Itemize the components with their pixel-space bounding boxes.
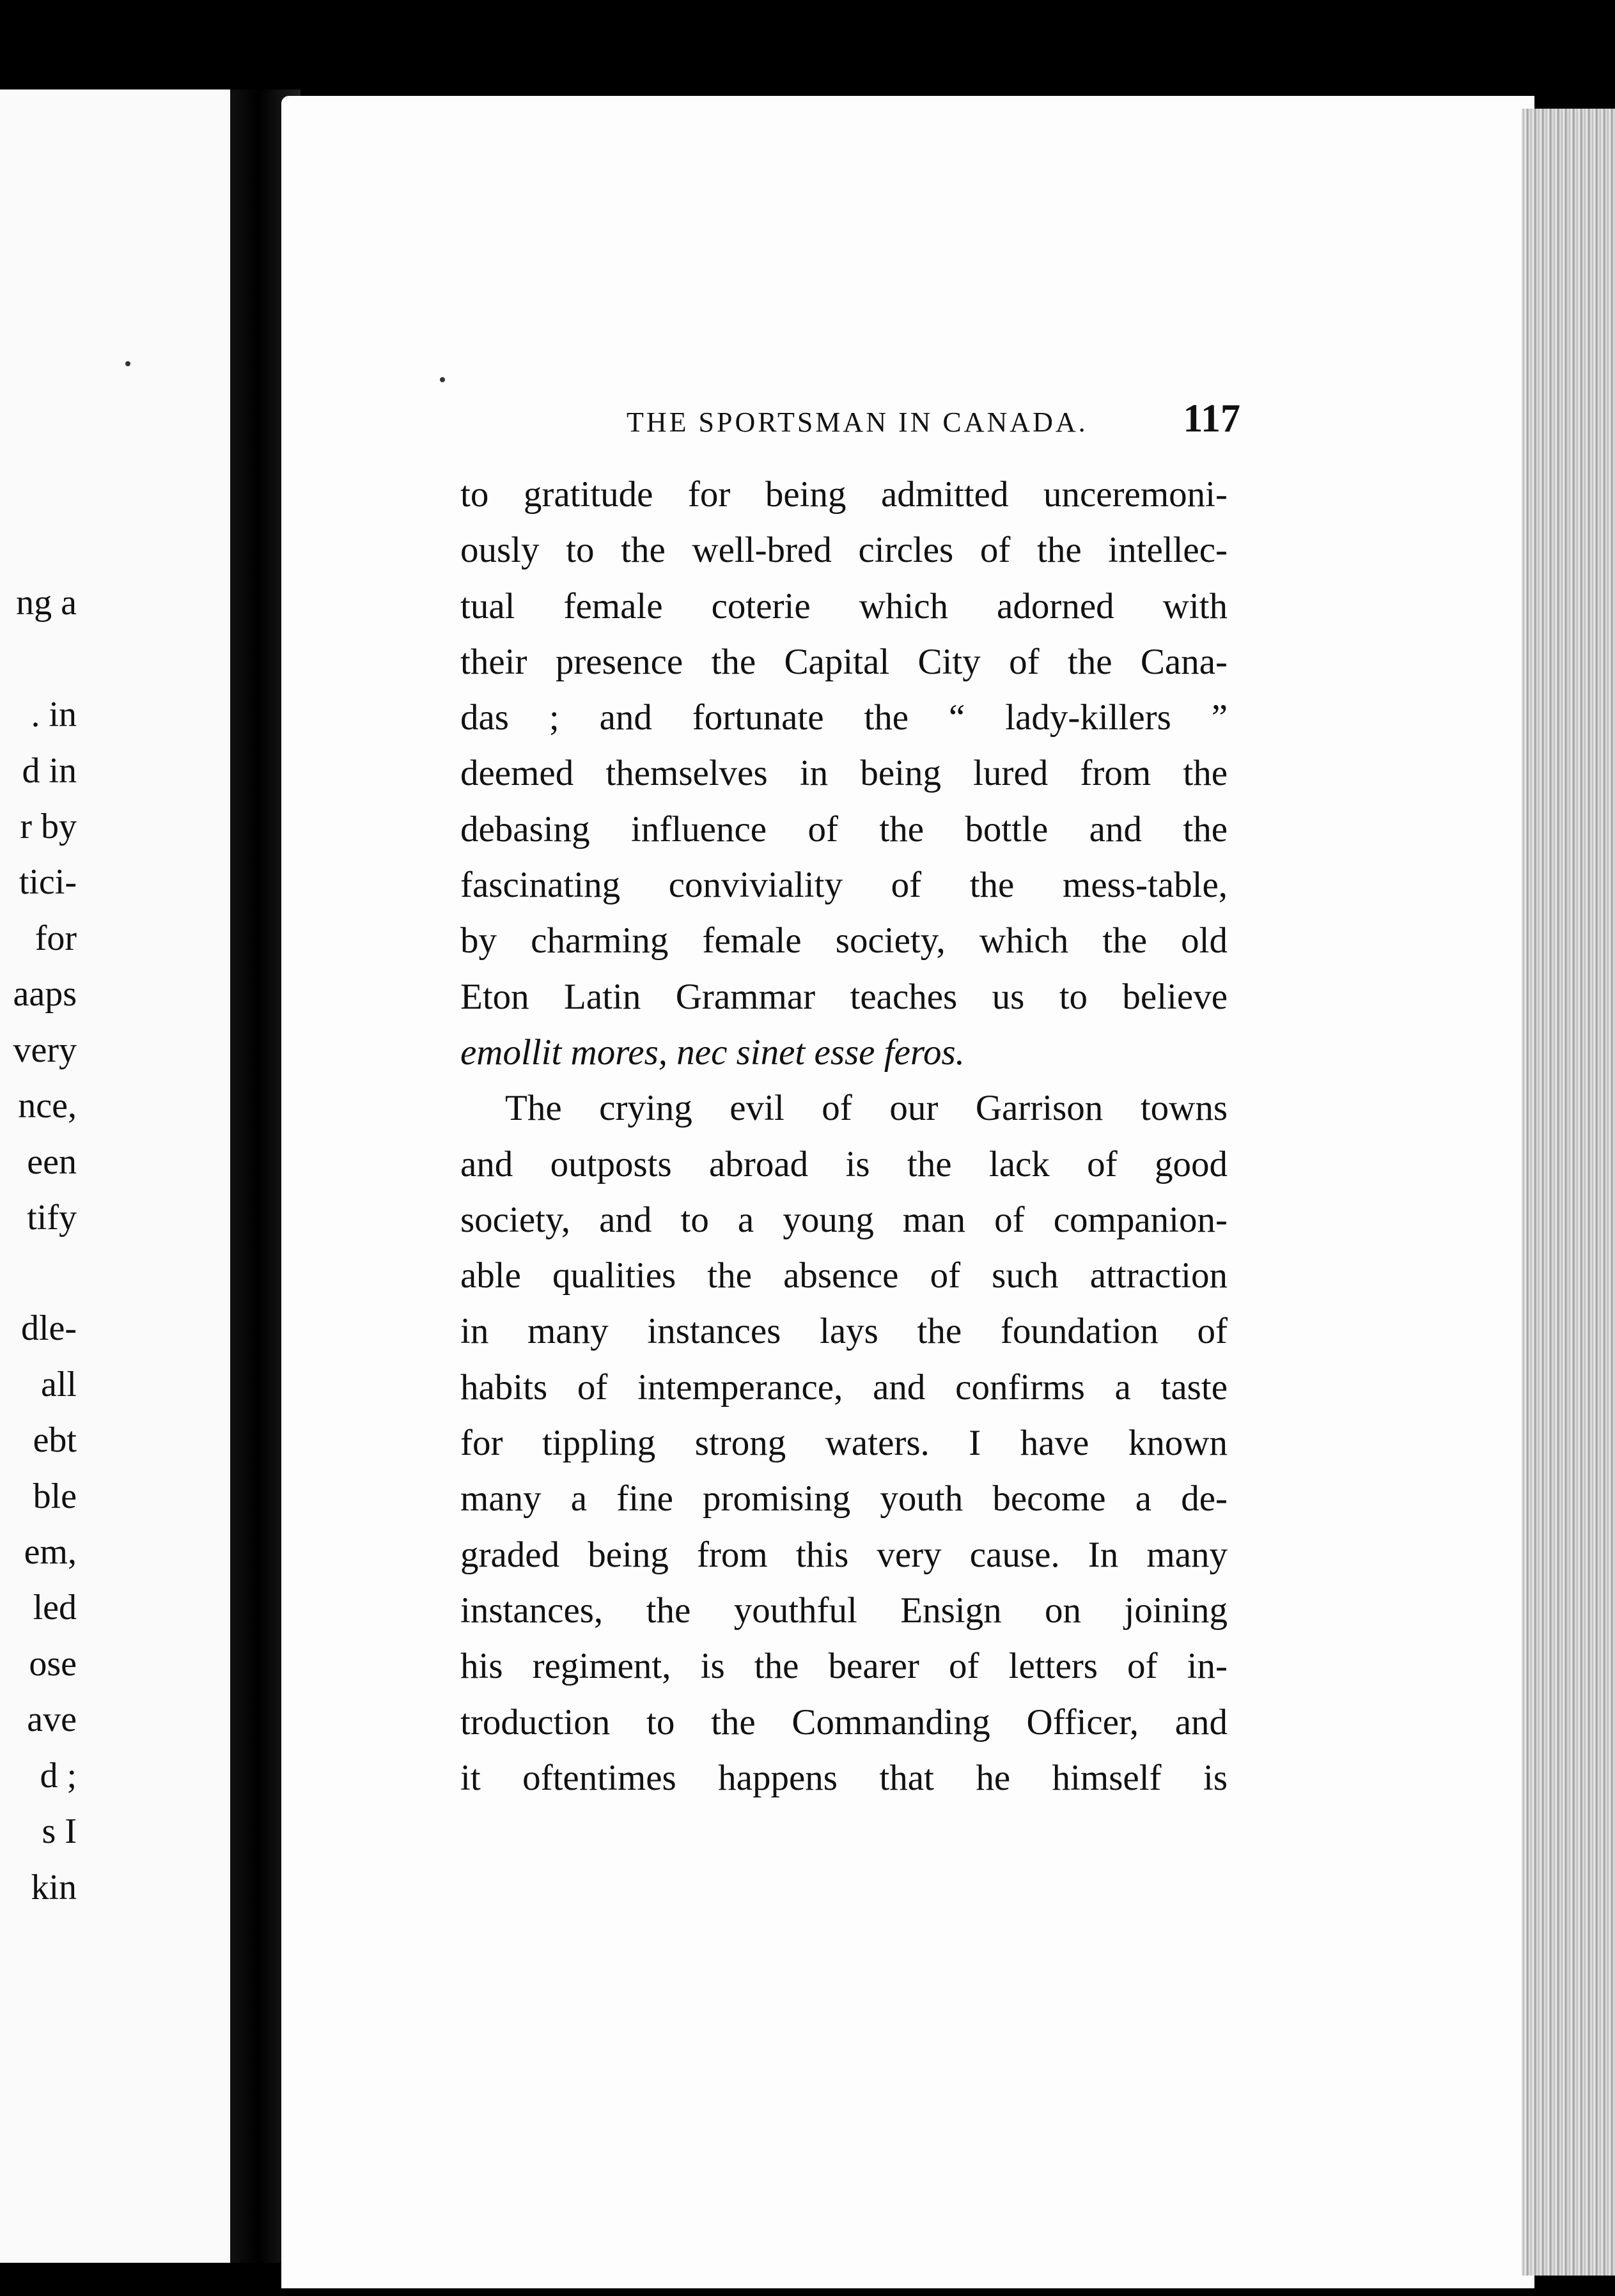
text-line: it oftentimes happens that he himself is (460, 1757, 1228, 1798)
left-line-fragment: ng a (16, 583, 77, 623)
left-line-fragment: tify (27, 1198, 77, 1237)
text-line: his regiment, is the bearer of letters of in- (460, 1646, 1228, 1687)
left-line-fragment: d ; (40, 1756, 77, 1796)
left-line-fragment: dle- (20, 1308, 77, 1348)
left-line-fragment: d in (22, 751, 77, 791)
left-line-fragment: tici- (19, 862, 77, 902)
text-line: by charming female society, which the old (460, 920, 1228, 961)
text-line: their presence the Capital City of the Cana- (460, 641, 1228, 682)
left-line-fragment: very (13, 1030, 77, 1070)
left-line-fragment: kin (31, 1868, 77, 1907)
text-line: habits of intemperance, and confirms a taste (460, 1367, 1228, 1408)
left-line-fragment: all (41, 1365, 77, 1404)
left-line-fragment: ave (27, 1700, 77, 1739)
text-line: deemed themselves in being lured from the (460, 753, 1228, 794)
left-line-fragment: ose (29, 1644, 77, 1684)
latin-quotation-line: emollit mores, nec sinet esse feros. (460, 1032, 965, 1073)
left-line-fragment: s I (42, 1811, 77, 1851)
text-line: The crying evil of our Garrison towns (505, 1088, 1228, 1129)
left-line-fragment: r by (20, 807, 77, 846)
text-line: troduction to the Commanding Officer, and (460, 1702, 1228, 1742)
text-line: for tippling strong waters. I have known (460, 1423, 1228, 1464)
text-line: fascinating conviviality of the mess-table, (460, 865, 1228, 906)
text-line: ously to the well-bred circles of the intellec- (460, 530, 1228, 571)
running-title: THE SPORTSMAN IN CANADA. (627, 407, 1088, 438)
text-line: many a fine promising youth become a de- (460, 1478, 1228, 1519)
text-line: das ; and fortunate the “ lady-killers ” (460, 697, 1228, 738)
scan-speck (440, 377, 445, 382)
left-facing-page (0, 89, 269, 2263)
left-line-fragment: for (35, 919, 77, 958)
left-line-fragment: em, (24, 1532, 77, 1572)
left-line-fragment: ebt (33, 1420, 77, 1460)
text-line: to gratitude for being admitted unceremoni- (460, 474, 1228, 515)
text-line: debasing influence of the bottle and the (460, 809, 1228, 849)
text-line: tual female coterie which adorned with (460, 586, 1228, 626)
page-number: 117 (1183, 397, 1240, 440)
left-line-fragment: ble (33, 1477, 77, 1516)
body-text (460, 467, 1228, 1806)
running-header (627, 396, 1240, 442)
text-line: in many instances lays the foundation of (460, 1311, 1228, 1352)
text-line: graded being from this very cause. In many (460, 1534, 1228, 1575)
text-line: Eton Latin Grammar teaches us to believe (460, 976, 1228, 1017)
text-line: able qualities the absence of such attraction (460, 1255, 1228, 1296)
left-line-fragment: aaps (13, 974, 77, 1014)
scan-speck (125, 361, 130, 366)
left-line-fragment: een (27, 1142, 77, 1182)
text-line: society, and to a young man of companion- (460, 1199, 1228, 1240)
left-line-fragment: nce, (18, 1086, 77, 1126)
left-line-fragment: . in (31, 695, 77, 734)
left-line-fragment: led (33, 1588, 77, 1627)
text-line: instances, the youthful Ensign on joining (460, 1590, 1228, 1631)
paragraph (460, 467, 1228, 1080)
paragraph (460, 1080, 1228, 1806)
page-block-edge (1522, 109, 1615, 2276)
text-line: and outposts abroad is the lack of good (460, 1144, 1228, 1184)
